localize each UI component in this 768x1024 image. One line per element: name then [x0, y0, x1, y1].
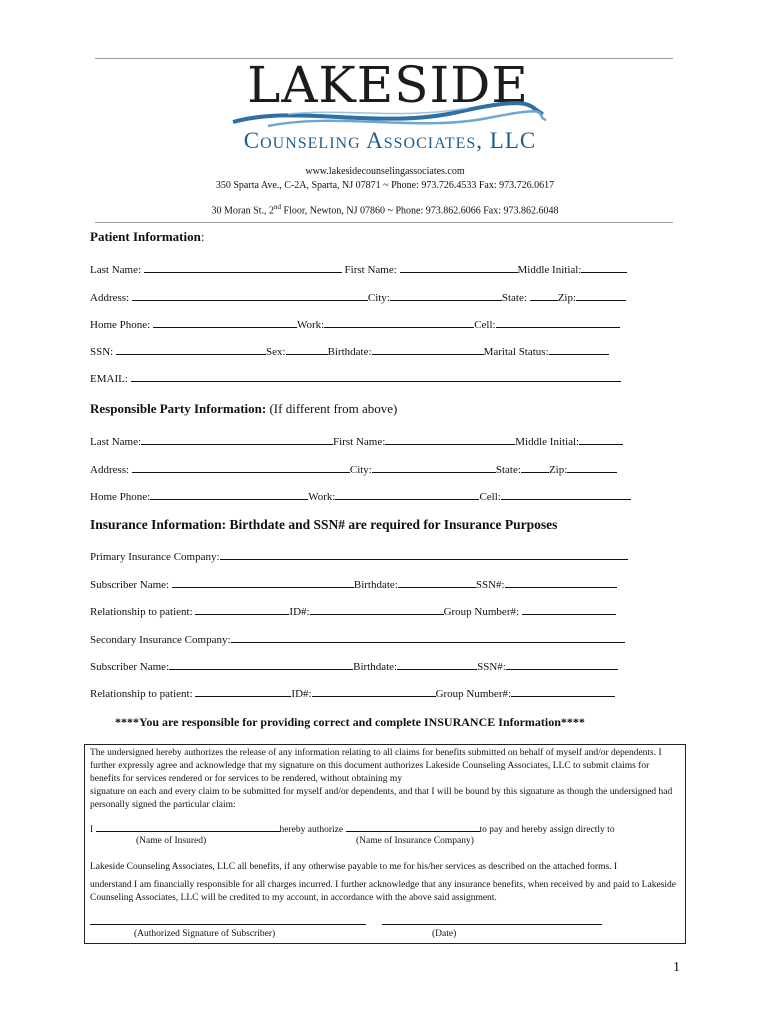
insurance-notice: ****You are responsible for providing correct and complete INSURANCE Information**** [115, 715, 585, 729]
primary-relationship-row: Relationship to patient: ID#: Group Number#: [90, 604, 616, 618]
responsible-middle-initial-field[interactable] [579, 434, 623, 445]
patient-last-name-field[interactable] [144, 262, 342, 273]
patient-first-name-field[interactable] [400, 262, 518, 273]
patient-home-phone-field[interactable] [153, 317, 297, 328]
primary-ssn-field[interactable] [505, 577, 617, 588]
primary-company-row: Primary Insurance Company: [90, 549, 628, 563]
secondary-company-row: Secondary Insurance Company: [90, 632, 625, 646]
patient-email-field[interactable] [131, 371, 621, 382]
patient-email-row: EMAIL: [90, 371, 621, 385]
secondary-ssn-field[interactable] [506, 659, 618, 670]
responsible-state-field[interactable] [521, 462, 549, 473]
insurance-info-title: Insurance Information: Birthdate and SSN# are required for Insurance Purposes [90, 517, 558, 532]
authorization-paragraph-1b: signature on each and every claim to be submitted for myself and/or dependents, and that I will be bound by this signature as though the undersigned had personally signed the particular claim: [90, 787, 673, 810]
name-of-insured-field[interactable] [96, 822, 280, 832]
patient-middle-initial-field[interactable] [581, 262, 627, 273]
signature-date-line[interactable] [382, 924, 602, 925]
responsible-name-row: Last Name: First Name: Middle Initial: [90, 434, 623, 448]
name-of-insured-caption: (Name of Insured) [136, 836, 207, 846]
responsible-last-name-field[interactable] [141, 434, 333, 445]
patient-name-row: Last Name: First Name: Middle Initial: [90, 262, 627, 276]
patient-sex-field[interactable] [286, 344, 328, 355]
logo-wave-icon [228, 100, 548, 130]
patient-birthdate-field[interactable] [372, 344, 484, 355]
assignment-row: I hereby authorize to pay and hereby assign directly to [90, 822, 615, 835]
responsible-address-row: Address: City: State: Zip: [90, 462, 617, 476]
patient-city-field[interactable] [390, 290, 502, 301]
patient-work-phone-field[interactable] [324, 317, 474, 328]
secondary-relationship-row: Relationship to patient: ID#: Group Number#: [90, 686, 615, 700]
name-of-insurance-company-field[interactable] [346, 822, 480, 832]
secondary-birthdate-field[interactable] [397, 659, 477, 670]
secondary-group-number-field[interactable] [511, 686, 615, 697]
primary-insurance-company-field[interactable] [220, 549, 628, 560]
responsible-phone-row: Home Phone: Work: Cell: [90, 489, 631, 503]
responsible-home-phone-field[interactable] [150, 489, 308, 500]
responsible-cell-field[interactable] [501, 489, 631, 500]
secondary-relationship-field[interactable] [195, 686, 291, 697]
secondary-subscriber-row: Subscriber Name: Birthdate: SSN#: [90, 659, 618, 673]
subscriber-signature-line[interactable] [90, 924, 366, 925]
address-sparta: 350 Sparta Ave., C-2A, Sparta, NJ 07871 ~ Phone: 973.726.4533 Fax: 973.726.0617 [215, 180, 555, 191]
secondary-id-field[interactable] [312, 686, 436, 697]
patient-address-field[interactable] [132, 290, 368, 301]
patient-cell-field[interactable] [496, 317, 620, 328]
patient-zip-field[interactable] [576, 290, 626, 301]
header-rule [95, 222, 673, 223]
patient-state-field[interactable] [530, 290, 558, 301]
primary-birthdate-field[interactable] [398, 577, 476, 588]
patient-marital-status-field[interactable] [549, 344, 609, 355]
website-link[interactable]: www.lakesidecounselingassociates.com [305, 166, 465, 177]
patient-ssn-field[interactable] [116, 344, 266, 355]
secondary-insurance-company-field[interactable] [231, 632, 625, 643]
authorization-paragraph-2b: understand I am financially responsible for all charges incurred. I further acknowledge that any insurance benefits, when received by and paid to Lakeside Counseling Associates, LLC will be credited to my account, in accordance with the above said assignment. [90, 880, 676, 903]
page-number: 1 [673, 960, 680, 975]
authorization-paragraph-1: The undersigned hereby authorizes the release of any information relating to all claims for benefits submitted on behalf of myself and/or dependents. I further expressly agree and acknowledge that my signature on this document authorizes Lakeside Counseling Associates, LLC to submit claims for benefits for services rendered or for services to be rendered, without obtaining my [90, 748, 662, 784]
date-caption: (Date) [432, 929, 457, 939]
responsible-city-field[interactable] [372, 462, 496, 473]
logo-wordmark: LAKESIDE [247, 56, 529, 114]
patient-ssn-row: SSN: Sex: Birthdate: Marital Status: [90, 344, 609, 358]
address-newton: 30 Moran St., 2nd Floor, Newton, NJ 07860 ~ Phone: 973.862.6066 Fax: 973.862.6048 [211, 203, 559, 217]
authorization-paragraph-2a: Lakeside Counseling Associates, LLC all benefits, if any otherwise payable to me for his/her services as described on the attached forms. I [90, 862, 618, 872]
secondary-subscriber-name-field[interactable] [169, 659, 353, 670]
primary-subscriber-row: Subscriber Name: Birthdate: SSN#: [90, 577, 617, 591]
patient-phone-row: Home Phone: Work: Cell: [90, 317, 620, 331]
primary-subscriber-name-field[interactable] [172, 577, 354, 588]
primary-group-number-field[interactable] [522, 604, 616, 615]
logo-subtitle: Counseling Associates, LLC [243, 128, 537, 153]
responsible-first-name-field[interactable] [385, 434, 515, 445]
responsible-zip-field[interactable] [567, 462, 617, 473]
primary-id-field[interactable] [310, 604, 444, 615]
responsible-party-title: Responsible Party Information: (If different from above) [90, 401, 398, 416]
responsible-work-phone-field[interactable] [335, 489, 479, 500]
signature-caption: (Authorized Signature of Subscriber) [134, 929, 276, 939]
primary-relationship-field[interactable] [195, 604, 289, 615]
name-of-insurance-company-caption: (Name of Insurance Company) [356, 836, 474, 846]
patient-info-title: Patient Information: [90, 229, 205, 244]
responsible-address-field[interactable] [132, 462, 350, 473]
patient-address-row: Address: City: State: Zip: [90, 290, 626, 304]
